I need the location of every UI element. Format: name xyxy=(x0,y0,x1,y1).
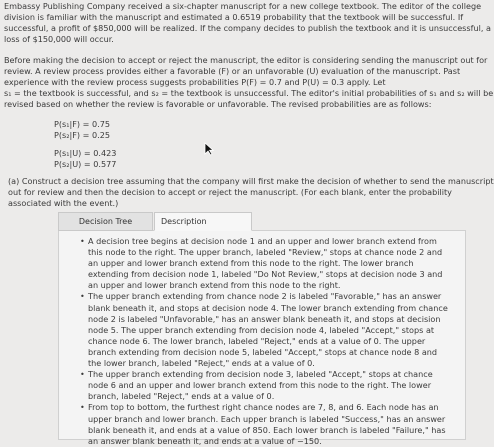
question-a-line: out for review and then the decision to accept or reject the manuscript. (For each blank, enter the probability xyxy=(8,187,452,198)
list-item-line: an upper and lower branch extend from this node to the right. The lower branch xyxy=(88,258,414,269)
prob-s1-given-f: P(s₁|F) = 0.75 xyxy=(54,119,110,129)
list-item-line: the lower branch, labeled "Reject," ends at a value of 0. xyxy=(88,358,315,369)
list-item-line: node 2 is labeled "Unfavorable," has an answer blank beneath it, and stops at decision xyxy=(88,313,441,324)
review-line: Before making the decision to accept or reject the manuscript, the editor is considering sending the manuscript out for xyxy=(4,55,488,65)
list-item-line: extending from decision node 1, labeled "Do Not Review," stops at decision node 3 and xyxy=(88,269,443,280)
list-item-line: an answer blank beneath it, and ends at a value of −150. xyxy=(88,435,322,446)
list-item xyxy=(80,369,448,402)
list-item-line: branch, labeled "Reject," ends at a value of 0. xyxy=(88,391,275,402)
intro-line: Embassy Publishing Company received a six-chapter manuscript for a new college textbook. The editor of the college xyxy=(4,1,482,11)
review-paragraph xyxy=(4,55,494,110)
prob-s1-given-u: P(s₁|U) = 0.423 xyxy=(54,148,117,158)
list-item xyxy=(80,291,448,369)
prob-s2-given-u: P(s₂|U) = 0.577 xyxy=(54,159,117,170)
intro-line: loss of $150,000 will occur. xyxy=(4,34,114,45)
intro-line: division is familiar with the manuscript and estimated a 0.6519 probability that the textbook will be successful. If xyxy=(4,12,464,23)
review-line: experience with the review process suggests probabilities P(F) = 0.7 and P(U) = 0.3 apply. Let xyxy=(4,77,386,88)
unfavorable-probabilities xyxy=(54,148,116,170)
intro-paragraph xyxy=(4,1,491,45)
favorable-probabilities xyxy=(54,119,110,141)
list-item-line: node 5. The upper branch extending from decision node 4, labeled "Accept," stops at xyxy=(88,324,435,335)
review-line: review. A review process provides either a favorable (F) or an unfavorable (U) evaluation of the manuscript. Past xyxy=(4,66,461,77)
list-item-line: blank beneath it, and ends at a value of 850. Each lower branch is labeled "Failure," has xyxy=(88,424,446,435)
list-item-line: • The upper branch extending from chance node 2 is labeled "Favorable," has an answer xyxy=(88,291,442,302)
tab-bar xyxy=(58,212,252,231)
list-item xyxy=(80,402,448,446)
review-line: s₁ = the textbook is successful, and s₂ = the textbook is unsuccessful. The editor's initial probabilities of s₁ and s₂ will be xyxy=(4,88,494,99)
review-line: revised based on whether the review is favorable or unfavorable. The revised probabilities are as follows: xyxy=(4,99,432,110)
list-item-line: branch extending from decision node 5, labeled "Accept," stops at chance node 8 and xyxy=(88,346,438,357)
question-a xyxy=(8,176,494,209)
description-list xyxy=(80,236,448,447)
list-item-line: node 6 and an upper and lower branch extend from this node to the right. The lower xyxy=(88,380,432,391)
list-item-line: chance node 6. The lower branch, labeled "Reject," ends at a value of 0. The upper xyxy=(88,335,426,346)
list-item-line: upper branch and lower branch. Each upper branch is labeled "Success," has an answer xyxy=(88,413,446,424)
list-item-line: this node to the right. The upper branch, labeled "Review," stops at chance node 2 and xyxy=(88,247,443,258)
list-item xyxy=(80,236,448,291)
list-item-line: an upper and lower branch extend from this node to the right. xyxy=(88,280,341,291)
list-item-line: • The upper branch extending from decision node 3, labeled "Accept," stops at chance xyxy=(88,369,433,380)
question-a-line: associated with the event.) xyxy=(8,198,119,209)
tab-decision-tree[interactable]: Decision Tree xyxy=(58,212,153,231)
list-item-line: • From top to bottom, the furthest right chance nodes are 7, 8, and 6. Each node has an xyxy=(88,402,439,413)
list-item-line: • A decision tree begins at decision node 1 and an upper and lower branch extend from xyxy=(88,236,437,246)
prob-s2-given-f: P(s₂|F) = 0.25 xyxy=(54,130,110,141)
intro-line: successful, a profit of $850,000 will be realized. If the company decides to publish the textbook and it is unsuccessful, a xyxy=(4,23,491,34)
list-item-line: blank beneath it, and stops at decision node 4. The lower branch extending from chance xyxy=(88,302,448,313)
tab-description[interactable]: Description xyxy=(154,212,252,231)
mouse-pointer-icon xyxy=(204,142,214,159)
question-a-line: (a) Construct a decision tree assuming that the company will first make the decision of whether to send the manuscript xyxy=(8,176,494,186)
